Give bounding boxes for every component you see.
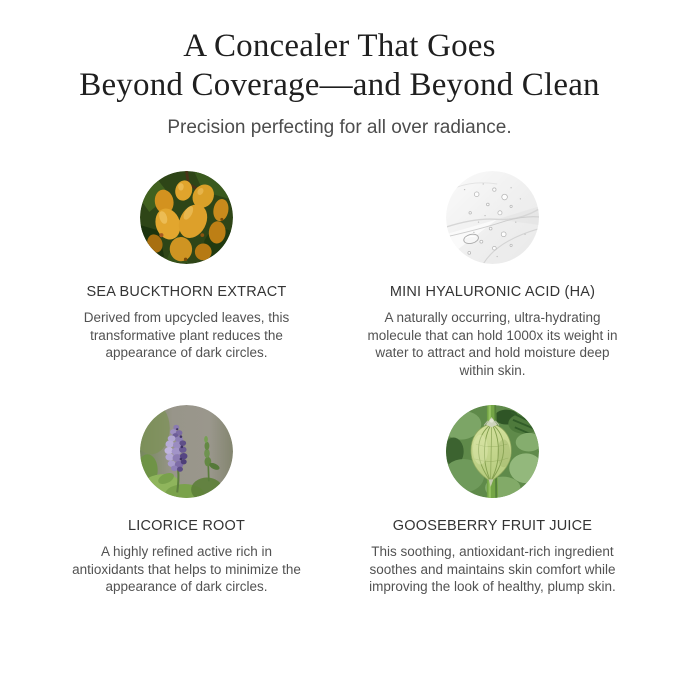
- page-subtitle: Precision perfecting for all over radiance.: [167, 117, 512, 138]
- hyaluronic-acid-image: [446, 171, 539, 264]
- ingredient-description: A naturally occurring, ultra-hydrating molecule that can hold 1000x its weight in water to attract and hold moisture deep within skin.: [367, 310, 618, 378]
- gooseberry-image: [446, 405, 539, 498]
- page-title: [0, 27, 679, 105]
- ingredient-card-licorice-root: [34, 405, 340, 596]
- ingredient-name: MINI HYALURONIC ACID (HA): [389, 284, 596, 300]
- header: [0, 0, 679, 141]
- ingredient-card-hyaluronic-acid: [340, 171, 646, 379]
- licorice-flower-illustration: [140, 405, 233, 498]
- ingredient-name: SEA BUCKTHORN EXTRACT: [86, 284, 287, 300]
- hyaluronic-gel-illustration: [446, 171, 539, 264]
- sea-buckthorn-image: [140, 171, 233, 264]
- page-title-line2: Beyond Coverage—and Beyond Clean: [79, 67, 600, 103]
- ingredient-card-sea-buckthorn: [34, 171, 340, 379]
- sea-buckthorn-berries-illustration: [140, 171, 233, 264]
- ingredient-grid: [0, 171, 679, 596]
- ingredient-card-gooseberry: [340, 405, 646, 596]
- page-title-line1: A Concealer That Goes: [183, 28, 496, 64]
- ingredient-description: This soothing, antioxidant-rich ingredient soothes and maintains skin comfort while improving the look of healthy, plump skin.: [369, 544, 616, 594]
- ingredient-name: GOOSEBERRY FRUIT JUICE: [392, 518, 593, 534]
- licorice-root-image: [140, 405, 233, 498]
- ingredient-description: Derived from upcycled leaves, this transformative plant reduces the appearance of dark circles.: [83, 310, 290, 360]
- ingredient-description: A highly refined active rich in antioxidants that helps to minimize the appearance of dark circles.: [72, 544, 301, 594]
- gooseberry-husk-illustration: [446, 405, 539, 498]
- ingredient-name: LICORICE ROOT: [128, 518, 245, 534]
